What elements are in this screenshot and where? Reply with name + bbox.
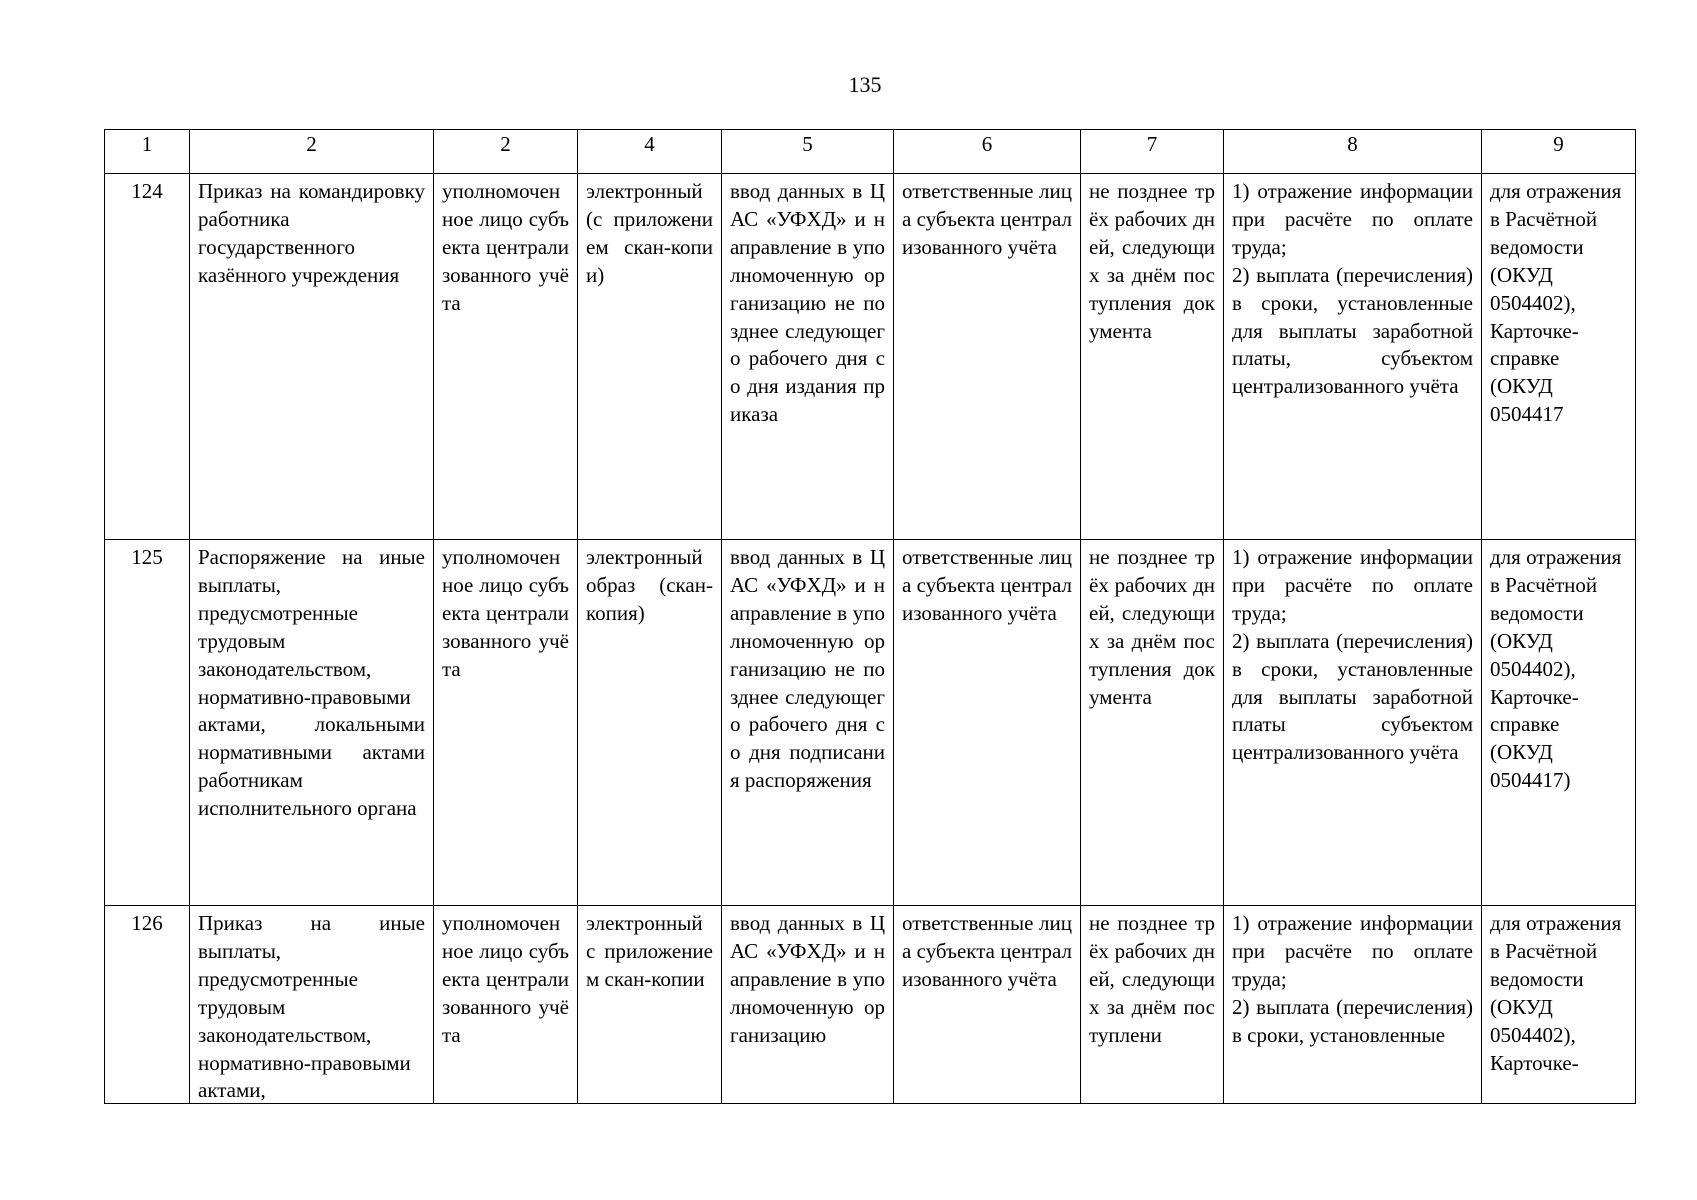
document-name-cell [190, 174, 434, 540]
processing: 1) отражение информации при расчёте по оплате труда; 2) выплата (перечисления) в сроки, установленные для выплаты заработной платы субъектом централизованного учёта [1232, 545, 1473, 765]
executor: ответственные лица субъекта централизованного учёта [902, 545, 1072, 625]
responsible-person-cell [434, 540, 578, 906]
responsible-person: уполномоченное лицо субъекта централизованного учёта [442, 545, 569, 681]
register: для отражения в Расчётной ведомости (ОКУД 0504402), Карточке-справке (ОКУД 0504417) [1490, 545, 1622, 793]
register-cell [1482, 174, 1636, 540]
responsible-person: уполномоченное лицо субъекта централизованного учёта [442, 911, 569, 1047]
submission-procedure: ввод данных в ЦАС «УФХД» и направление в уполномоченную организацию не позднее следующего рабочего дня со дня издания приказа [730, 179, 885, 427]
executor-cell [894, 174, 1081, 540]
header-row [105, 130, 1636, 174]
row-number: 124 [105, 174, 190, 540]
deadline: не позднее трёх рабочих дней, следующих за днём поступления документа [1089, 545, 1215, 709]
submission-procedure-cell [722, 174, 894, 540]
row-number: 125 [105, 540, 190, 906]
executor-cell [894, 906, 1081, 1104]
document-name-cell [190, 906, 434, 1104]
document-format-cell [578, 540, 722, 906]
deadline-cell [1081, 540, 1224, 906]
document-table [104, 129, 1636, 1104]
register-cell [1482, 906, 1636, 1104]
register: для отражения в Расчётной ведомости (ОКУД 0504402), Карточке- [1490, 911, 1622, 1075]
submission-procedure-cell [722, 540, 894, 906]
column-header: 8 [1224, 130, 1482, 174]
document-name: Распоряжение на иные выплаты, предусмотренные трудовым законодательством, нормативно-правовыми актами, локальными нормативными актами работникам исполнительного органа [198, 545, 425, 821]
register: для отражения в Расчётной ведомости (ОКУД 0504402), Карточке-справке (ОКУД 0504417 [1490, 179, 1622, 427]
table-row [105, 174, 1636, 540]
processing-cell [1224, 174, 1482, 540]
processing: 1) отражение информации при расчёте по оплате труда; 2) выплата (перечисления) в сроки, установленные для выплаты заработной платы, субъектом централизованного учёта [1232, 179, 1473, 399]
deadline: не позднее трёх рабочих дней, следующих за днём поступления документа [1089, 179, 1215, 343]
responsible-person-cell [434, 906, 578, 1104]
document-format-cell [578, 174, 722, 540]
deadline: не позднее трёх рабочих дней, следующих за днём поступлени [1089, 911, 1215, 1047]
column-header: 6 [894, 130, 1081, 174]
column-header: 2 [434, 130, 578, 174]
submission-procedure-cell [722, 906, 894, 1104]
column-header: 5 [722, 130, 894, 174]
column-header: 9 [1482, 130, 1636, 174]
document-format: электронный образ (скан-копия) [586, 545, 713, 625]
column-header: 2 [190, 130, 434, 174]
responsible-person: уполномоченное лицо субъекта централизованного учёта [442, 179, 569, 315]
table-row [105, 540, 1636, 906]
processing-cell [1224, 906, 1482, 1104]
table-row [105, 906, 1636, 1104]
document-format: электронный (с приложением скан-копии) [586, 179, 713, 287]
document-name: Приказ на командировку работника государственного казённого учреждения [198, 179, 425, 287]
column-header: 7 [1081, 130, 1224, 174]
processing: 1) отражение информации при расчёте по оплате труда; 2) выплата (перечисления) в сроки, установленные [1232, 911, 1473, 1047]
register-cell [1482, 540, 1636, 906]
executor: ответственные лица субъекта централизованного учёта [902, 179, 1072, 259]
executor-cell [894, 540, 1081, 906]
deadline-cell [1081, 906, 1224, 1104]
submission-procedure: ввод данных в ЦАС «УФХД» и направление в уполномоченную организацию [730, 911, 885, 1047]
page-number: 135 [848, 72, 882, 97]
document-format: электронный с приложением скан-копии [586, 911, 713, 991]
column-header: 4 [578, 130, 722, 174]
responsible-person-cell [434, 174, 578, 540]
document-format-cell [578, 906, 722, 1104]
document-name: Приказ на иные выплаты, предусмотренные трудовым законодательством, нормативно-правовыми актами, [198, 911, 425, 1103]
deadline-cell [1081, 174, 1224, 540]
row-number: 126 [105, 906, 190, 1104]
column-header: 1 [105, 130, 190, 174]
processing-cell [1224, 540, 1482, 906]
document-name-cell [190, 540, 434, 906]
executor: ответственные лица субъекта централизованного учёта [902, 911, 1072, 991]
submission-procedure: ввод данных в ЦАС «УФХД» и направление в уполномоченную организацию не позднее следующего рабочего дня со дня подписания распоряжения [730, 545, 885, 793]
